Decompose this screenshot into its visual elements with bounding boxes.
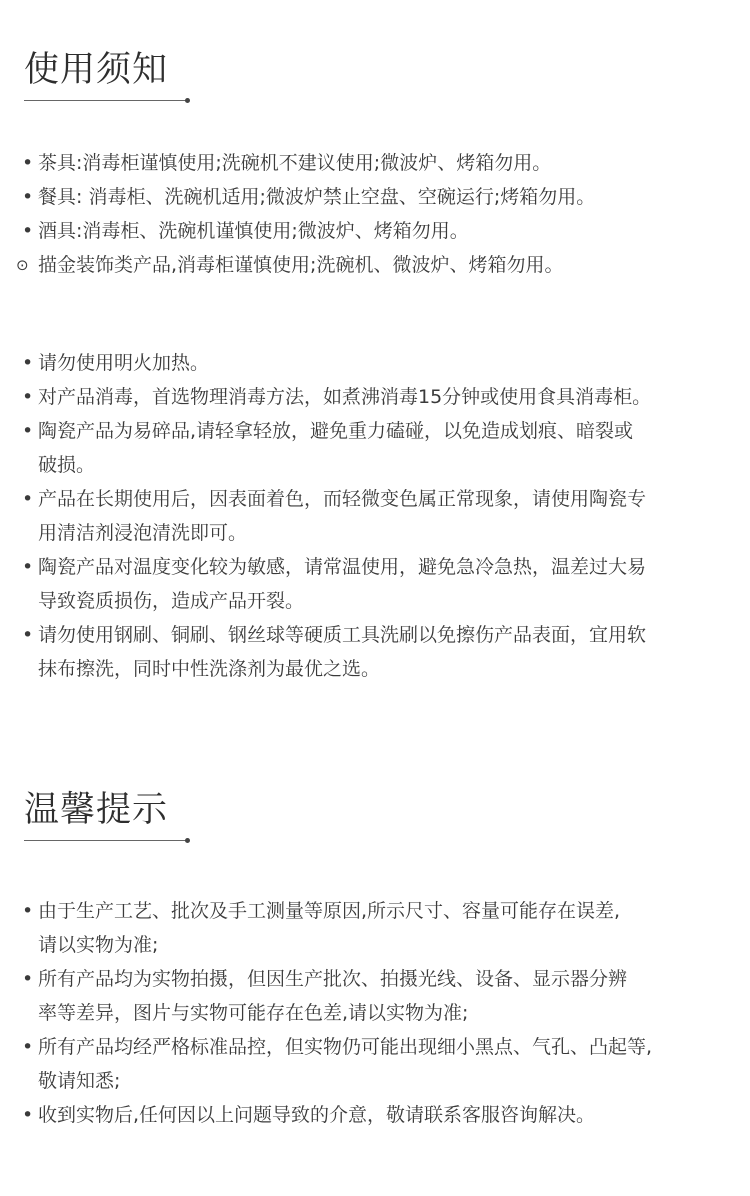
- list-item-text: 描金装饰类产品,消毒柜谨慎使用;洗碗机、微波炉、烤箱勿用。: [38, 254, 564, 276]
- bullet-dot-icon: •: [22, 488, 34, 510]
- list-item-text: 率等差异，图片与实物可能存在色差,请以实物为准;: [38, 1002, 469, 1024]
- list-item-text: 导致瓷质损伤，造成产品开裂。: [38, 590, 305, 612]
- list-item-text: 用清洁剂浸泡清洗即可。: [38, 522, 248, 544]
- bullet-dot-icon: •: [22, 968, 34, 990]
- list-item: [22, 1030, 722, 1098]
- bullet-dot-icon: •: [22, 1036, 34, 1058]
- list-item-text: 陶瓷产品为易碎品,请轻拿轻放，避免重力磕碰，以免造成划痕、暗裂或: [38, 420, 634, 442]
- list-item: [16, 248, 722, 282]
- bullet-circle-icon: ⊙: [16, 256, 29, 274]
- list-item-text: 产品在长期使用后，因表面着色，而轻微变色属正常现象，请使用陶瓷专: [38, 488, 647, 510]
- list-item: [22, 1098, 722, 1132]
- notice-title: 使用须知: [24, 50, 169, 90]
- bullet-dot-icon: •: [22, 220, 34, 242]
- bullet-dot-icon: •: [22, 624, 34, 646]
- list-item: [22, 482, 722, 550]
- bullet-dot-icon: •: [22, 556, 34, 578]
- bullet-dot-icon: •: [22, 352, 34, 374]
- list-item-text: 请勿使用钢刷、铜刷、钢丝球等硬质工具洗刷以免擦伤产品表面，宜用软: [38, 624, 647, 646]
- list-item: [22, 146, 722, 180]
- list-item: [22, 214, 722, 248]
- list-item-text: 茶具:消毒柜谨慎使用;洗碗机不建议使用;微波炉、烤箱勿用。: [38, 152, 552, 174]
- list-item: [22, 414, 722, 482]
- bullet-dot-icon: •: [22, 152, 34, 174]
- list-item-text: 收到实物后,任何因以上问题导致的介意，敬请联系客服咨询解决。: [38, 1104, 596, 1126]
- bullet-dot-icon: •: [22, 1104, 34, 1126]
- tips-title-underline: [24, 840, 187, 841]
- list-item-text: 抹布擦洗，同时中性洗涤剂为最优之选。: [38, 658, 381, 680]
- notice-title-underline: [24, 100, 187, 101]
- list-item-text: 请勿使用明火加热。: [38, 352, 210, 374]
- list-item-text: 破损。: [38, 454, 96, 476]
- list-item-text: 陶瓷产品对温度变化较为敏感，请常温使用，避免急冷急热，温差过大易: [38, 556, 647, 578]
- list-item: [22, 618, 722, 686]
- list-item: [22, 550, 722, 618]
- list-item-text: 酒具:消毒柜、洗碗机谨慎使用;微波炉、烤箱勿用。: [38, 220, 469, 242]
- list-item-text: 所有产品均经严格标准品控，但实物仍可能出现细小黑点、气孔、凸起等,: [38, 1036, 653, 1058]
- list-item: [22, 962, 722, 1030]
- tips-list: [22, 894, 722, 1132]
- bullet-dot-icon: •: [22, 186, 34, 208]
- list-item-text: 由于生产工艺、批次及手工测量等原因,所示尺寸、容量可能存在误差,: [38, 900, 621, 922]
- list-item: [22, 180, 722, 214]
- list-item-text: 请以实物为准;: [38, 934, 159, 956]
- list-item: [22, 346, 722, 380]
- notice-list-appliances: [16, 146, 722, 282]
- list-item-text: 对产品消毒，首选物理消毒方法，如煮沸消毒15分钟或使用食具消毒柜。: [38, 386, 652, 408]
- bullet-dot-icon: •: [22, 900, 34, 922]
- bullet-dot-icon: •: [22, 420, 34, 442]
- list-item-text: 敬请知悉;: [38, 1070, 121, 1092]
- notice-list-care: [22, 346, 722, 686]
- bullet-dot-icon: •: [22, 386, 34, 408]
- list-item-text: 所有产品均为实物拍摄，但因生产批次、拍摄光线、设备、显示器分辨: [38, 968, 628, 990]
- list-item: [22, 894, 722, 962]
- list-item-text: 餐具: 消毒柜、洗碗机适用;微波炉禁止空盘、空碗运行;烤箱勿用。: [38, 186, 596, 208]
- tips-title: 温馨提示: [24, 790, 169, 830]
- list-item: [22, 380, 722, 414]
